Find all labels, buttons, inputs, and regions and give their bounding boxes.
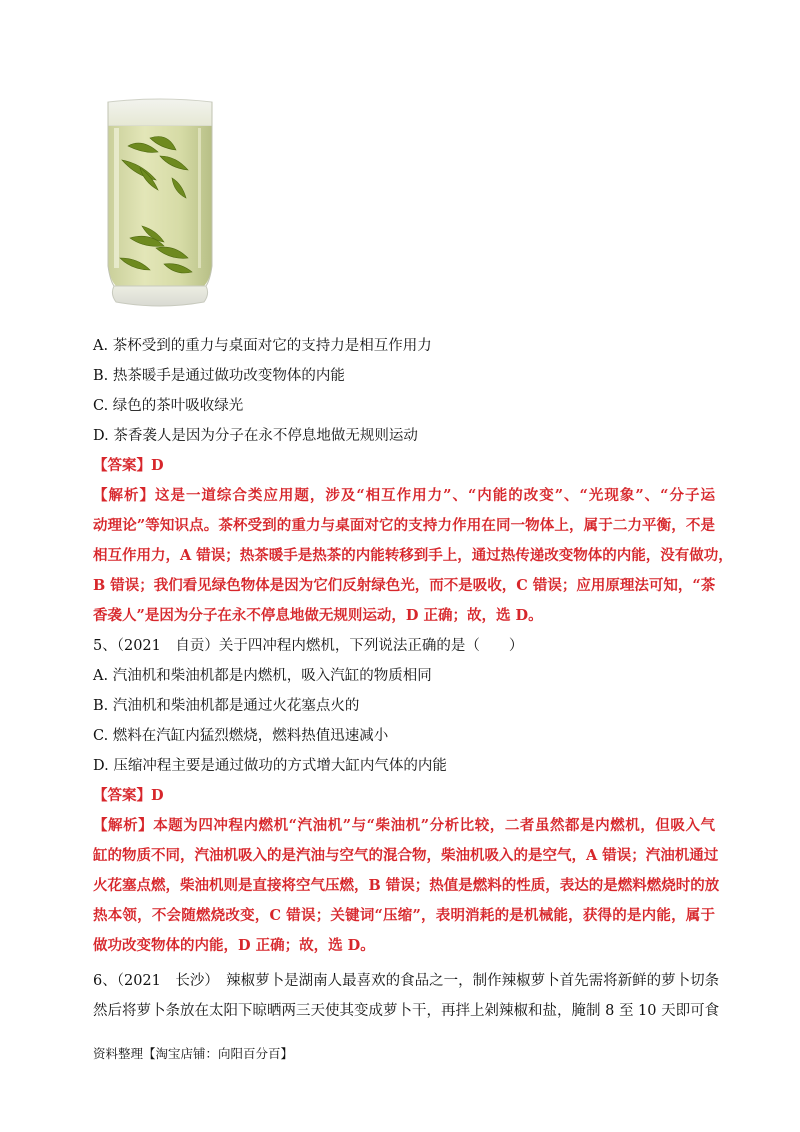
q6-stem <box>93 966 720 1026</box>
q5-option-b: B. 汽油机和柴油机都是通过火花塞点火的 <box>93 698 360 714</box>
q5-analysis-line: 【解析】本题为四冲程内燃机“汽油机”与“柴油机”分析比较，二者虽然都是内燃机，但吸入气 <box>93 817 715 834</box>
q4-option-d: D. 茶香袭人是因为分子在永不停息地做无规则运动 <box>93 428 418 444</box>
q5-analysis <box>93 811 720 961</box>
q5-analysis-line: 火花塞点燃，柴油机则是直接将空气压燃，B 错误；热值是燃料的性质，表达的是燃料燃烧时的放 <box>93 877 720 894</box>
q6-stem-line: 然后将萝卜条放在太阳下晾晒两三天使其变成萝卜干，再拌上剁辣椒和盐，腌制 8 至 10 天即可食 <box>93 1003 720 1019</box>
q4-option-c: C. 绿色的茶叶吸收绿光 <box>93 398 244 414</box>
q4-analysis-line: 【解析】这是一道综合类应用题，涉及“相互作用力”、“内能的改变”、“光现象”、“分子运 <box>93 487 715 504</box>
q5-analysis-line: 热本领，不会随燃烧改变，C 错误；关键词“压缩”，表明消耗的是机械能，获得的是内能，属于 <box>93 907 715 924</box>
q5-option-a: A. 汽油机和柴油机都是内燃机，吸入汽缸的物质相同 <box>93 668 432 684</box>
q6-stem-line: 6、（2021 长沙） 辣椒萝卜是湖南人最喜欢的食品之一，制作辣椒萝卜首先需将新鲜的萝卜切条 <box>93 973 720 989</box>
q5-stem: 5、（2021 自贡）关于四冲程内燃机，下列说法正确的是（ ） <box>93 638 524 654</box>
q4-option-b: B. 热茶暖手是通过做功改变物体的内能 <box>93 368 345 384</box>
q4-analysis-line: 相互作用力，A 错误；热茶暖手是热茶的内能转移到手上，通过热传递改变物体的内能，没有做功， <box>93 547 733 564</box>
q4-analysis-line: 香袭人”是因为分子在永不停息地做无规则运动，D 正确；故，选 D。 <box>93 607 543 624</box>
tea-glass-image <box>100 98 220 310</box>
q5-answer: 【答案】D <box>93 787 164 804</box>
q5-option-c: C. 燃料在汽缸内猛烈燃烧，燃料热值迅速减小 <box>93 728 389 744</box>
page-footer: 资料整理【淘宝店铺：向阳百分百】 <box>93 1046 294 1061</box>
q4-answer: 【答案】D <box>93 457 164 474</box>
q4-analysis <box>93 481 733 631</box>
q5-analysis-line: 做功改变物体的内能，D 正确；故，选 D。 <box>93 937 375 954</box>
q4-option-a: A. 茶杯受到的重力与桌面对它的支持力是相互作用力 <box>93 338 432 354</box>
q4-analysis-line: B 错误；我们看见绿色物体是因为它们反射绿色光，而不是吸收，C 错误；应用原理法可知，“茶 <box>93 577 716 594</box>
q5-analysis-line: 缸的物质不同，汽油机吸入的是汽油与空气的混合物，柴油机吸入的是空气，A 错误；汽油机通过 <box>93 847 719 864</box>
q5-option-d: D. 压缩冲程主要是通过做功的方式增大缸内气体的内能 <box>93 758 447 774</box>
q4-analysis-line: 动理论”等知识点。茶杯受到的重力与桌面对它的支持力作用在同一物体上，属于二力平衡，不是 <box>93 517 715 534</box>
